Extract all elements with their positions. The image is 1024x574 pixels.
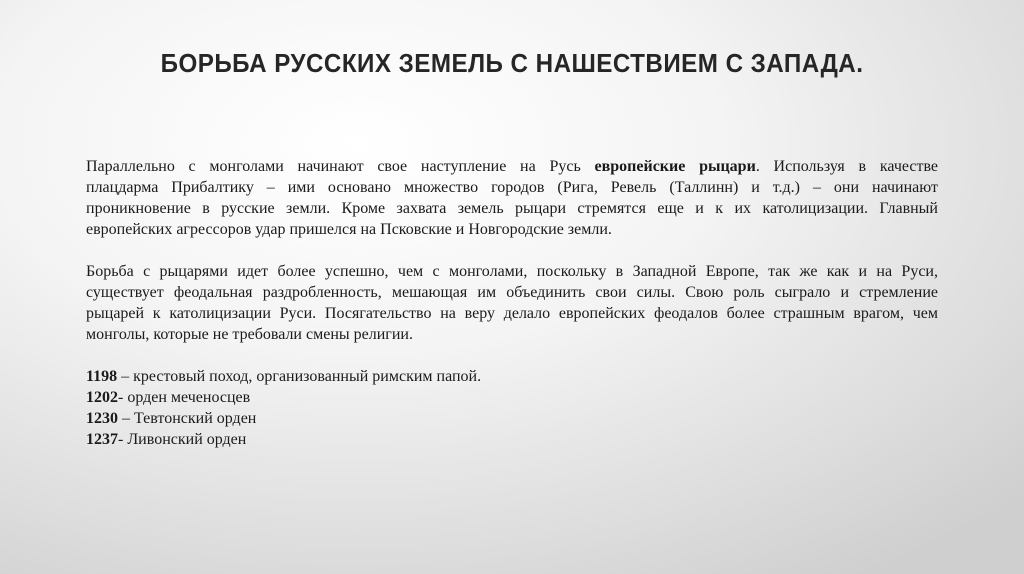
event-item <box>86 429 938 450</box>
event-year: 1202 <box>86 389 118 406</box>
event-item <box>86 387 938 408</box>
text-line: Борьба с рыцарями идет более успешно, чем с монголами, поскольку в Западной Европе, так же как и на Руси, <box>86 263 938 280</box>
paragraph-2 <box>86 261 938 345</box>
event-year: 1237 <box>86 431 118 448</box>
event-text: – крестовый поход, организованный римским папой. <box>117 368 482 385</box>
event-item <box>86 366 938 387</box>
slide-body <box>86 156 938 450</box>
text-line: плацдарма Прибалтику – ими основано множество городов (Рига, Ревель (Таллинн) и т.д.) – они начинают <box>86 179 938 196</box>
text-segment: Параллельно с монголами начинают свое наступление на Русь <box>86 158 595 175</box>
event-year: 1198 <box>86 368 118 385</box>
event-item <box>86 408 938 429</box>
text-line: проникновение в русские земли. Кроме захвата земель рыцари стремятся еще и к их католицизации. Главный <box>86 200 938 217</box>
event-year: 1230 <box>86 410 118 427</box>
text-line: монголы, которые не требовали смены религии. <box>86 326 413 343</box>
events-list <box>86 366 938 450</box>
paragraph-1 <box>86 156 938 240</box>
event-text: – Тевтонский орден <box>118 410 257 427</box>
event-text: - Ливонский орден <box>118 431 247 448</box>
slide-title: БОРЬБА РУССКИХ ЗЕМЕЛЬ С НАШЕСТВИЕМ С ЗАПАДА. <box>160 48 864 78</box>
text-line: европейских агрессоров удар пришелся на Псковские и Новгородские земли. <box>86 221 612 238</box>
text-line: рыцарей к католицизации Руси. Посягательство на веру делало европейских феодалов более страшным врагом, чем <box>86 305 938 322</box>
text-line <box>86 156 938 177</box>
text-line: существует феодальная раздробленность, мешающая им объединить свои силы. Свою роль сыграло и стремление <box>86 284 938 301</box>
text-segment: . Используя в качестве <box>755 158 939 175</box>
event-text: - орден меченосцев <box>118 389 251 406</box>
bold-term: европейские рыцари <box>594 158 756 175</box>
